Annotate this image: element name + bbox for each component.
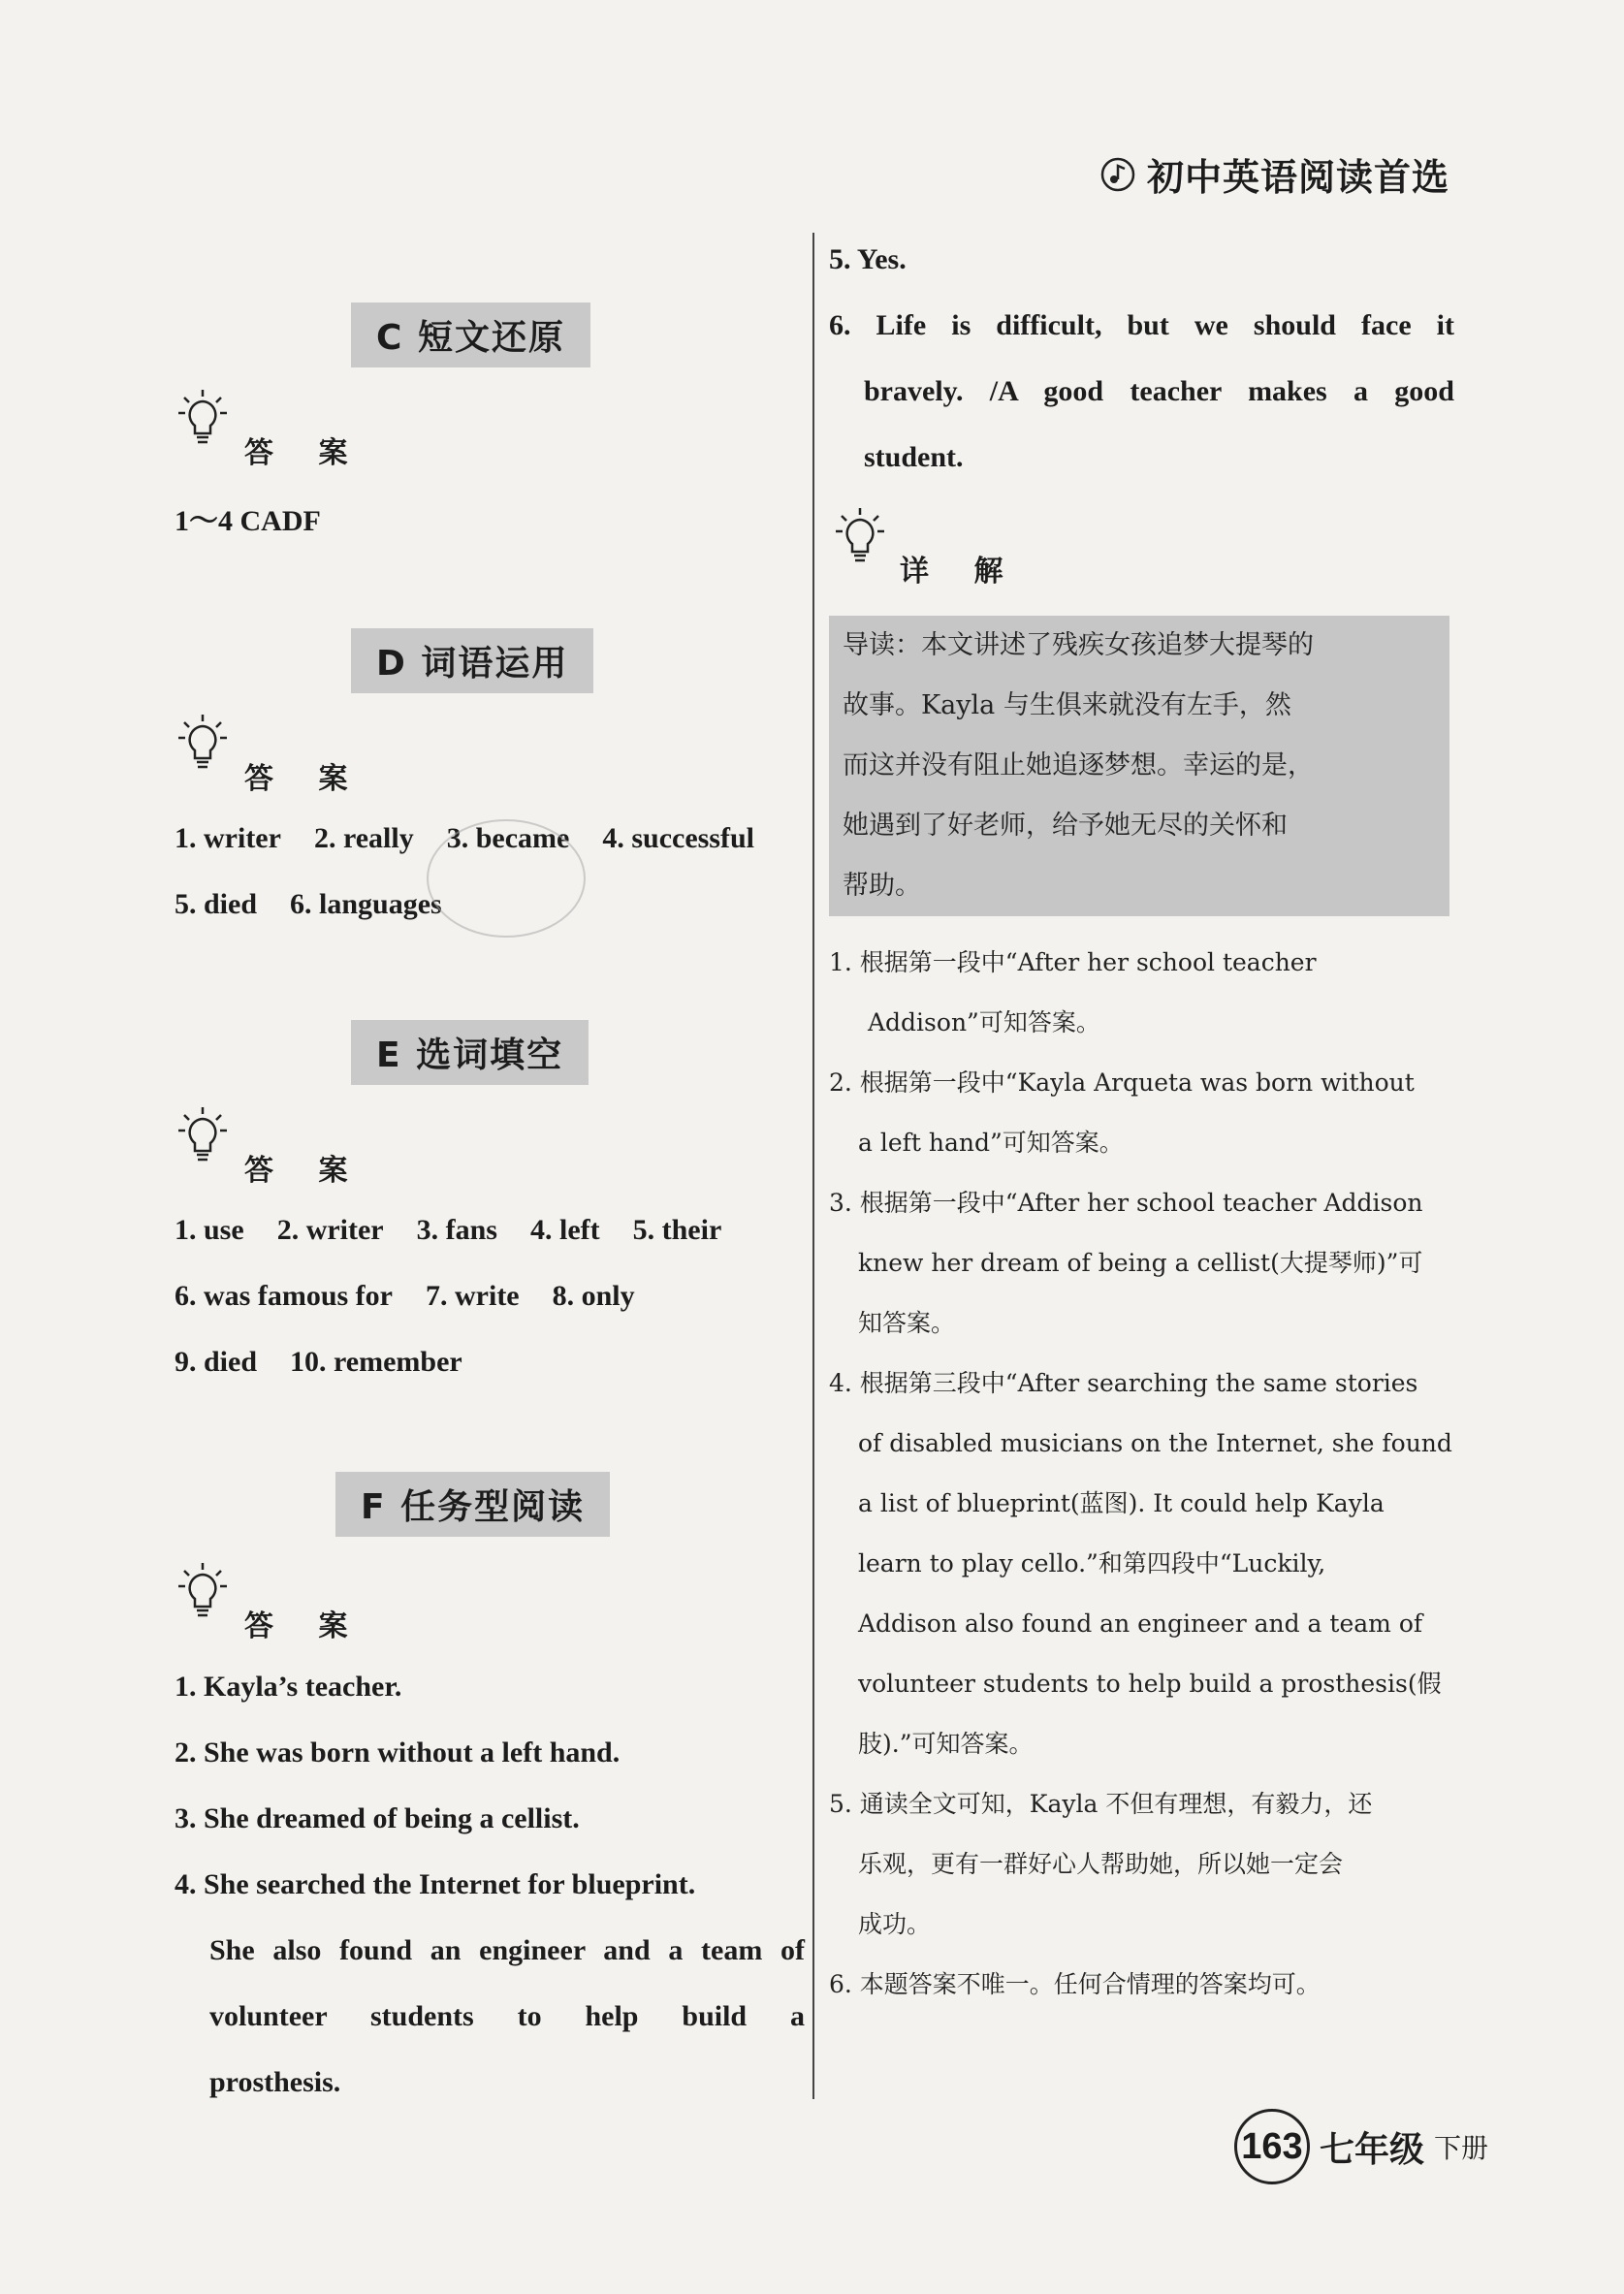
answer-label: 答 案	[244, 436, 366, 470]
answer-line: She also found an engineer and a team of	[209, 1934, 805, 1966]
answer-item: 9. died	[175, 1346, 258, 1378]
explanation-line: Addison”可知答案。	[868, 1008, 1100, 1036]
explanation-line: 4. 根据第三段中“After searching the same stories	[829, 1369, 1418, 1397]
explanation-item	[829, 1774, 1454, 1955]
explanation-line: 肢).”可知答案。	[858, 1730, 1034, 1758]
answer-item: 3. became	[446, 822, 570, 854]
lightbulb-icon	[175, 713, 231, 773]
volume-label: 下册	[1433, 2132, 1488, 2164]
explanation-item	[829, 1354, 1454, 1774]
running-header	[1100, 147, 1449, 201]
section-d-title: D 词语运用	[351, 628, 593, 693]
explanation-line: a left hand”可知答案。	[858, 1129, 1124, 1157]
page-number: 163	[1234, 2109, 1310, 2184]
answer-item: 3. fans	[416, 1214, 497, 1246]
grade-label: 七年级	[1319, 2129, 1424, 2170]
answer-item: 4. successful	[602, 822, 754, 854]
answer-line: volunteer students to help build a	[209, 2000, 805, 2032]
answer-item: 1. use	[175, 1214, 244, 1246]
answer-line: 1. Kayla’s teacher.	[175, 1671, 402, 1703]
answer-item: 2. writer	[276, 1214, 384, 1246]
explanation-line: volunteer students to help build a prosthesis(假	[858, 1670, 1442, 1698]
explanation-line: 知答案。	[858, 1309, 956, 1337]
section-c-title: C 短文还原	[351, 303, 590, 367]
answer-line: 2. She was born without a left hand.	[175, 1736, 621, 1768]
answer-item: 2. really	[313, 822, 414, 854]
watermark-stamp	[427, 819, 586, 938]
column-divider	[812, 233, 814, 2099]
explanation-line: 乐观，更有一群好心人帮助她，所以她一定会	[858, 1850, 1344, 1878]
guide-line: 而这并没有阻止她追逐梦想。幸运的是，	[843, 750, 1314, 781]
answer-item: 1. writer	[175, 822, 281, 854]
explanation-line: a list of blueprint(蓝图). It could help Kayla	[858, 1489, 1385, 1517]
answer-label: 答 案	[244, 1154, 366, 1188]
answer-item: 7. write	[426, 1280, 520, 1312]
explanation-line: 1. 根据第一段中“After her school teacher	[829, 948, 1317, 976]
lightbulb-icon	[175, 388, 231, 448]
guide-line: 故事。Kayla 与生俱来就没有左手，然	[843, 690, 1291, 720]
section-e-line-2	[175, 1280, 635, 1313]
guide-line: 导读：本文讲述了残疾女孩追梦大提琴的	[843, 630, 1314, 660]
section-e-line-3	[175, 1346, 462, 1379]
explanation-line: Addison also found an engineer and a team of	[858, 1609, 1423, 1638]
lightbulb-icon	[832, 506, 888, 566]
answer-item: 5. their	[632, 1214, 722, 1246]
answer-line: prosthesis.	[209, 2066, 341, 2098]
detail-label: 详 解	[900, 555, 1021, 589]
answer-line: 3. She dreamed of being a cellist.	[175, 1802, 580, 1834]
explanation-line: 6. 本题答案不唯一。任何合情理的答案均可。	[829, 1970, 1321, 1998]
answer-line: 6. Life is difficult, but we should face it	[829, 309, 1454, 341]
explanation-line: learn to play cello.”和第四段中“Luckily,	[858, 1549, 1326, 1577]
right-answers	[829, 227, 1454, 491]
explanation-line: 3. 根据第一段中“After her school teacher Addison	[829, 1189, 1423, 1217]
answer-item: 6. languages	[290, 888, 442, 920]
guide-line: 帮助。	[843, 871, 921, 901]
guide-line: 她遇到了好老师，给予她无尽的关怀和	[843, 811, 1288, 841]
explanation-line: of disabled musicians on the Internet, she found	[858, 1429, 1452, 1457]
answer-line: student.	[864, 441, 964, 473]
explanation-line: 成功。	[858, 1910, 932, 1938]
explanation-item	[829, 933, 1454, 1053]
section-f-title: F 任务型阅读	[335, 1472, 610, 1537]
answer-line: 4. She searched the Internet for blueprint.	[175, 1868, 696, 1900]
section-e-title: E 选词填空	[351, 1020, 589, 1085]
explanation-item	[829, 1955, 1454, 2015]
explanation-line: 2. 根据第一段中“Kayla Arqueta was born without	[829, 1068, 1415, 1097]
answer-line: 5. Yes.	[829, 243, 907, 275]
answer-item: 4. left	[529, 1214, 600, 1246]
explanation-line: 5. 通读全文可知，Kayla 不但有理想，有毅力，还	[829, 1790, 1373, 1818]
music-note-icon	[1100, 157, 1135, 192]
guide-reading-box	[829, 616, 1449, 916]
section-e-line-1	[175, 1214, 721, 1247]
answer-label: 答 案	[244, 1609, 366, 1643]
book-title: 初中英语阅读首选	[1146, 156, 1449, 199]
explanations	[829, 933, 1454, 2015]
explanation-line: knew her dream of being a cellist(大提琴师)”可	[858, 1249, 1423, 1277]
lightbulb-icon	[175, 1105, 231, 1165]
explanation-item	[829, 1053, 1454, 1173]
answer-item: 6. was famous for	[175, 1280, 393, 1312]
section-c-answers: 1～4 CADF	[175, 505, 321, 537]
answer-label: 答 案	[244, 762, 366, 796]
lightbulb-icon	[175, 1561, 231, 1621]
section-f-answers	[175, 1654, 805, 2116]
explanation-item	[829, 1173, 1454, 1354]
answer-item: 5. died	[175, 888, 258, 920]
answer-line: bravely. /A good teacher makes a good	[864, 375, 1454, 407]
answer-item: 10. remember	[290, 1346, 462, 1378]
answer-item: 8. only	[552, 1280, 635, 1312]
section-d-line-2	[175, 888, 442, 921]
page-footer	[1234, 2109, 1488, 2184]
